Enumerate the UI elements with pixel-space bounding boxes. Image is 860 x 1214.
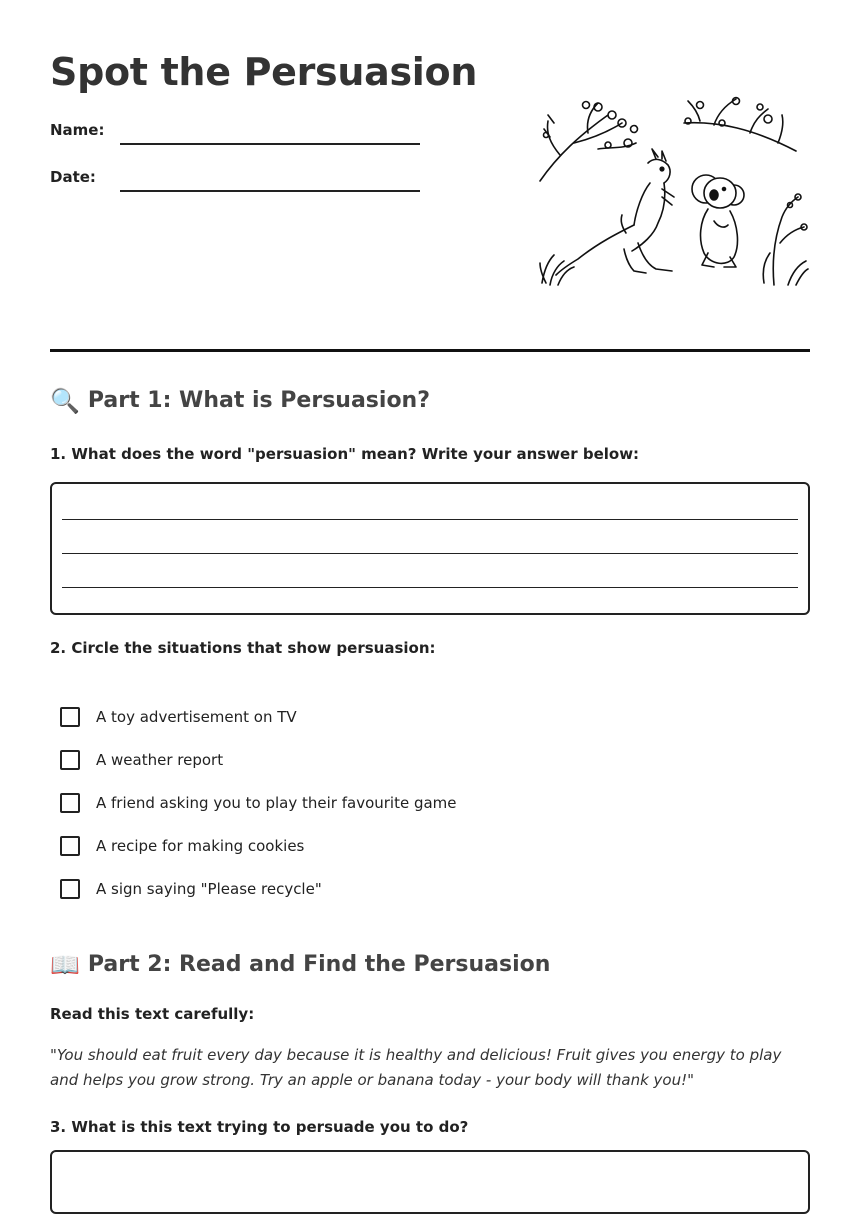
question-1: 1. What does the word "persuasion" mean? Write your answer below: [50,445,640,463]
option-item[interactable] [60,876,760,902]
answer-box-3[interactable] [50,1150,810,1214]
plant-icon [763,194,808,285]
date-label: Date: [50,168,96,186]
part2-title: Part 2: Read and Find the Persuasion [87,952,551,977]
koala-icon [692,175,744,267]
checkbox[interactable] [60,750,80,770]
kangaroo-icon [556,149,674,275]
answer-line [62,553,798,554]
checkbox[interactable] [60,879,80,899]
name-field [50,121,420,151]
question-2: 2. Circle the situations that show persuasion: [50,639,436,657]
part1-heading [50,388,430,413]
magnifying-glass-icon: 🔍 [50,386,80,415]
option-item[interactable] [60,704,760,730]
header-divider [50,349,810,352]
option-item[interactable] [60,790,760,816]
question-3: 3. What is this text trying to persuade you to do? [50,1118,469,1136]
option-item[interactable] [60,747,760,773]
option-label: A toy advertisement on TV [96,708,297,726]
part2-heading [50,952,550,977]
date-field [50,168,420,198]
option-label: A weather report [96,751,224,769]
reading-passage: "You should eat fruit every day because it is healthy and delicious! Fruit gives you energy to play and helps you grow strong. Try an apple or banana today - your body will thank you!" [50,1046,782,1089]
open-book-icon: 📖 [50,950,80,979]
option-label: A recipe for making cookies [96,837,305,855]
option-label: A friend asking you to play their favourite game [96,794,457,812]
date-write-line[interactable] [120,190,420,192]
flowering-branch-icon [540,102,638,182]
answer-line [62,519,798,520]
answer-line [62,587,798,588]
flowering-branch-icon [684,98,796,152]
australian-animals-illustration [538,93,810,289]
part1-title: Part 1: What is Persuasion? [87,388,430,413]
option-label: A sign saying "Please recycle" [96,880,322,898]
checkbox[interactable] [60,707,80,727]
worksheet-title: Spot the Persuasion [50,50,478,94]
name-write-line[interactable] [120,143,420,145]
checkbox[interactable] [60,793,80,813]
checkbox[interactable] [60,836,80,856]
plant-icon [540,255,574,285]
answer-box-1[interactable] [50,482,810,615]
read-instruction: Read this text carefully: [50,1005,255,1023]
name-label: Name: [50,121,105,139]
option-item[interactable] [60,833,760,859]
